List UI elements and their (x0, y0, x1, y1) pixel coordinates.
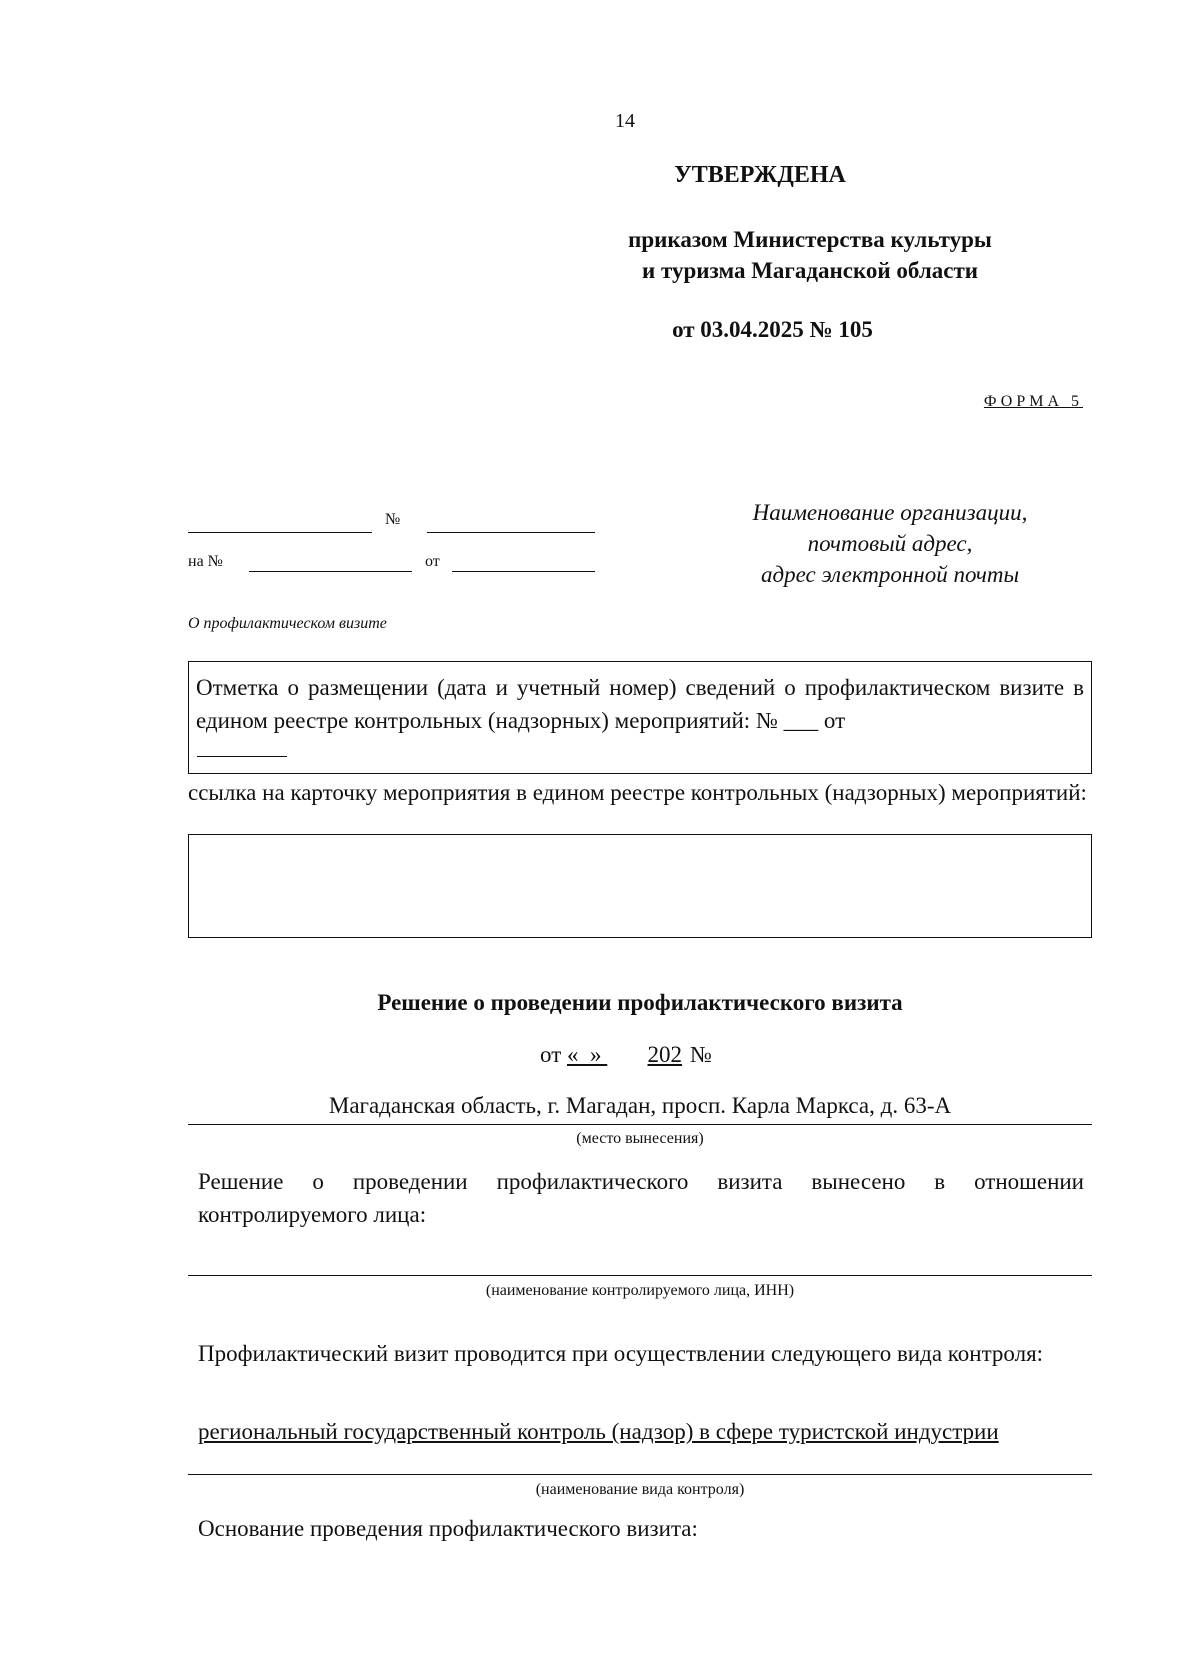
card-link-label: ссылка на карточку мероприятия в едином реестре контрольных (надзорных) мероприятий: (188, 780, 1087, 805)
decision-number-sign: № (690, 1042, 712, 1067)
in-reply-label: на № (188, 553, 223, 570)
subject-line: О профилактическом визите (188, 615, 387, 632)
decision-date-prefix: от (540, 1042, 562, 1067)
approval-order-line1: приказом Министерства культуры (628, 227, 992, 252)
control-kind-caption: (наименование вида контроля) (535, 1481, 745, 1498)
outgoing-date-blank (188, 532, 372, 533)
registry-note-box (188, 661, 1092, 774)
recipient-line2: почтовый адрес, (807, 531, 973, 556)
registry-date-blank (197, 756, 287, 757)
decision-issued-text: Решение о проведении профилактического визита вынесено в отношении контролируемого лица: (198, 1169, 1084, 1227)
decision-date-year: 202 (647, 1042, 682, 1067)
in-reply-number-blank (249, 571, 412, 572)
control-kind: региональный государственный контроль (надзор) в сфере туристской индустрии (198, 1419, 999, 1444)
approval-order-date: от 03.04.2025 № 105 (672, 317, 873, 342)
controlled-person-blank (188, 1275, 1092, 1276)
recipient-block (690, 497, 1090, 590)
outgoing-number-blank (427, 532, 595, 533)
page-number: 14 (615, 110, 635, 132)
approval-order (580, 224, 1040, 286)
recipient-line1: Наименование организации, (752, 500, 1028, 525)
card-link-box (188, 834, 1092, 938)
basis-text: Основание проведения профилактического визита: (198, 1516, 698, 1541)
control-kind-underline (188, 1474, 1092, 1475)
registry-note-text: Отметка о размещении (дата и учетный номер) сведений о профилактическом визите в едином реестре контрольных (надзорных) мероприятий: № ___ от (196, 675, 1084, 733)
form-label: ФОРМА 5 (983, 393, 1083, 410)
decision-date-quotes: « » (567, 1042, 602, 1067)
place-caption: (место вынесения) (576, 1130, 704, 1147)
controlled-person-caption: (наименование контролируемого лица, ИНН) (485, 1282, 795, 1299)
approval-title: УТВЕРЖДЕНА (674, 162, 846, 188)
recipient-line3: адрес электронной почты (760, 562, 1020, 587)
control-type-text: Профилактический визит проводится при осуществлении следующего вида контроля: (198, 1341, 1044, 1366)
outgoing-number-sign: № (385, 511, 401, 528)
decision-place: Магаданская область, г. Магадан, просп. Карла Маркса, д. 63-А (328, 1093, 952, 1118)
decision-date-line (540, 1042, 712, 1068)
decision-title: Решение о проведении профилактического визита (377, 990, 903, 1015)
in-reply-from-label: от (425, 553, 440, 570)
in-reply-date-blank (452, 571, 595, 572)
place-underline (188, 1124, 1092, 1125)
approval-order-line2: и туризма Магаданской области (641, 258, 978, 283)
